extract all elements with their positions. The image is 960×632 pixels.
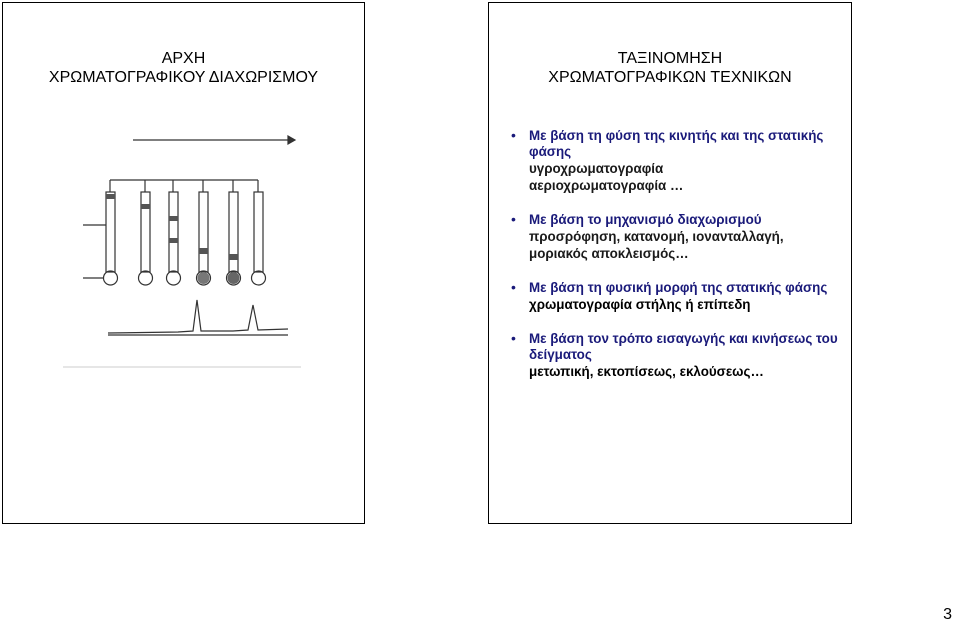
right-title-line2: ΧΡΩΜΑΤΟΓΡΑΦΙΚΩΝ ΤΕΧΝΙΚΩΝ (548, 69, 792, 86)
classification-list (511, 128, 846, 398)
left-title-line2: ΧΡΩΜΑΤΟΓΡΑΦΙΚΟΥ ΔΙΑΧΩΡΙΣΜΟΥ (48, 69, 319, 86)
right-slide-title (489, 49, 851, 87)
bullet-subtext: αεριοχρωματογραφία … (529, 178, 684, 193)
right-slide (488, 2, 852, 524)
left-slide (2, 2, 365, 524)
bullet-heading: • Με βάση τον τρόπο εισαγωγής και κινήσεως του δείγματος (529, 331, 838, 362)
bullet-subtext: μετωπική, εκτοπίσεως, εκλούσεως… (529, 364, 764, 379)
page-number: 3 (943, 606, 952, 623)
list-item (511, 128, 846, 194)
list-item (511, 212, 846, 262)
bullet-heading: • Με βάση τη φυσική μορφή της στατικής φάσης (529, 280, 828, 295)
right-title-line1: ΤΑΞΙΝΟΜΗΣΗ (617, 50, 723, 67)
left-title-line1: ΑΡΧΗ (161, 50, 206, 67)
bullet-subtext: υγροχρωματογραφία (529, 161, 664, 176)
list-item (511, 331, 846, 380)
list-item (511, 280, 846, 313)
left-slide-title (3, 49, 364, 87)
chromatography-figure (53, 120, 323, 382)
bullet-heading: • Με βάση τη φύση της κινητής και της στατικής φάσης (529, 128, 824, 159)
bullet-subtext: χρωματογραφία στήλης ή επίπεδη (529, 297, 751, 312)
bullet-heading: • Με βάση το μηχανισμό διαχωρισμού (529, 212, 762, 227)
bullet-subtext: προσρόφηση, κατανομή, ιονανταλλαγή, μοριακός αποκλεισμός… (529, 229, 784, 261)
